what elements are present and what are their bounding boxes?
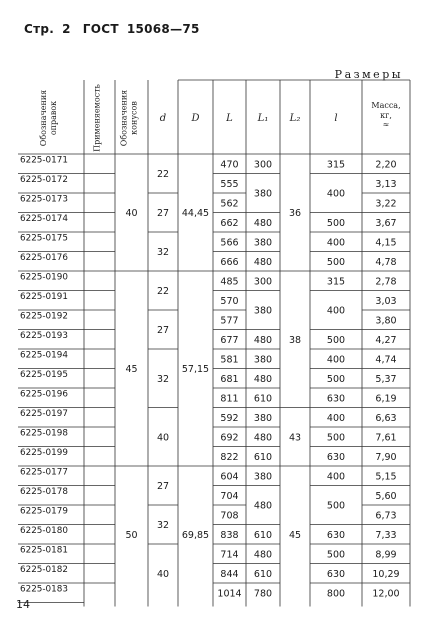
mass-cell: 7,33 [375, 529, 397, 541]
designation-cell: 6225-0198 [20, 428, 68, 439]
header-mass-unit: кг, [380, 111, 392, 120]
length-L-cell: 692 [220, 432, 239, 444]
mass-cell: 8,99 [375, 549, 397, 561]
length-L-cell: 604 [220, 471, 239, 483]
page-number-footer: 14 [16, 598, 30, 611]
mass-cell: 2,78 [375, 276, 397, 288]
length-L-cell: 708 [220, 510, 239, 522]
mass-cell: 6,63 [375, 412, 397, 424]
length-L-cell: 681 [220, 373, 239, 385]
length-L1-cell: 480 [253, 373, 273, 385]
D-span-cell: 57,15 [181, 364, 210, 375]
d-span-cell: 40 [156, 568, 170, 580]
standard-number: 15068—75 [126, 22, 200, 36]
mass-cell: 3,22 [375, 198, 397, 210]
L1-span-cell: 380 [253, 305, 273, 317]
length-L1-cell: 300 [253, 159, 273, 171]
designation-cell: 6225-0196 [20, 389, 68, 400]
mass-cell: 3,03 [375, 295, 397, 307]
length-L-cell: 844 [220, 568, 239, 580]
length-L-cell: 566 [220, 237, 239, 249]
mass-cell: 6,19 [375, 393, 397, 405]
mass-cell: 3,13 [375, 178, 397, 190]
L2-span-cell: 45 [288, 529, 302, 541]
table-grid [18, 80, 410, 600]
d-span-cell: 32 [156, 520, 170, 531]
d-span-cell: 27 [156, 208, 170, 219]
length-L1-cell: 380 [253, 237, 273, 249]
length-L1-cell: 610 [253, 568, 273, 580]
d-span-cell: 40 [156, 432, 170, 444]
mass-cell: 7,61 [375, 432, 397, 444]
length-L-cell: 570 [220, 295, 239, 307]
designation-cell: 6225-0195 [20, 369, 68, 380]
L2-span-cell: 43 [288, 432, 302, 444]
d-span-cell: 32 [156, 373, 170, 385]
length-l-cell: 630 [326, 568, 346, 580]
length-L1-cell: 610 [253, 529, 273, 541]
length-L-cell: 592 [220, 412, 239, 424]
D-span-cell: 69,85 [181, 529, 210, 541]
length-L-cell: 470 [220, 159, 239, 171]
length-L-cell: 677 [220, 334, 239, 346]
length-l-cell: 500 [326, 217, 346, 229]
length-L1-cell: 480 [253, 217, 273, 229]
page-number: 2 [62, 22, 71, 36]
gost-label: ГОСТ [82, 22, 119, 36]
length-L-cell: 838 [220, 529, 239, 541]
length-l-cell: 500 [326, 256, 346, 268]
length-l-cell: 400 [326, 412, 346, 424]
length-l-cell: 400 [326, 471, 346, 483]
designation-cell: 6225-0191 [20, 291, 68, 302]
sleeve-span-cell: 50 [125, 529, 138, 541]
length-l-cell: 315 [326, 159, 346, 171]
length-l-cell: 500 [326, 373, 346, 385]
sizes-title: Размеры [334, 68, 403, 81]
L1-span-cell: 380 [253, 188, 273, 200]
length-L-cell: 562 [220, 198, 239, 210]
header-L1: L₁ [257, 113, 269, 124]
header-mass-approx: ≈ [382, 120, 390, 129]
mass-cell: 3,80 [375, 315, 397, 327]
mass-cell: 5,60 [375, 490, 397, 502]
length-L1-cell: 780 [253, 588, 273, 600]
length-l-cell: 315 [326, 276, 346, 288]
length-L-cell: 811 [220, 393, 239, 405]
d-span-cell: 27 [156, 325, 170, 336]
header-mass: Масса, [371, 101, 401, 110]
d-span-cell: 22 [156, 169, 170, 180]
header-designation: Обозначения [39, 89, 48, 147]
D-span-cell: 44,45 [181, 208, 210, 219]
designation-cell: 6225-0177 [20, 467, 68, 478]
length-l-cell: 400 [326, 237, 346, 249]
mass-cell: 5,15 [375, 471, 397, 483]
mass-cell: 4,78 [375, 256, 397, 268]
length-l-cell: 630 [326, 393, 346, 405]
header-designation: оправок [49, 100, 58, 136]
designation-cell: 6225-0175 [20, 233, 68, 244]
length-l-cell: 500 [326, 549, 346, 561]
length-L1-cell: 380 [253, 412, 273, 424]
length-L1-cell: 480 [253, 334, 273, 346]
header-L: L [226, 113, 233, 124]
designation-cell: 6225-0172 [20, 174, 68, 185]
mass-cell: 2,20 [375, 159, 397, 171]
dimensions-table [18, 80, 410, 600]
mass-cell: 10,29 [372, 568, 400, 580]
length-L-cell: 555 [220, 178, 239, 190]
designation-cell: 6225-0192 [20, 311, 68, 322]
l-span-cell: 400 [326, 188, 346, 200]
designation-cell: 6225-0190 [20, 272, 68, 283]
length-l-cell: 500 [326, 334, 346, 346]
mass-cell: 7,90 [375, 451, 397, 463]
length-L1-cell: 300 [253, 276, 273, 288]
designation-cell: 6225-0176 [20, 252, 68, 263]
length-L1-cell: 380 [253, 471, 273, 483]
designation-cell: 6225-0180 [20, 525, 68, 536]
d-span-cell: 27 [156, 481, 170, 492]
designation-cell: 6225-0174 [20, 213, 68, 224]
designation-cell: 6225-0197 [20, 408, 68, 419]
designation-cell: 6225-0193 [20, 330, 68, 341]
sleeve-span-cell: 45 [125, 364, 138, 375]
length-l-cell: 800 [326, 588, 346, 600]
length-L-cell: 485 [220, 276, 239, 288]
length-L-cell: 822 [220, 451, 239, 463]
mass-cell: 6,73 [375, 510, 397, 522]
length-L-cell: 714 [220, 549, 239, 561]
d-span-cell: 22 [156, 286, 170, 297]
length-L-cell: 581 [220, 354, 239, 366]
designation-cell: 6225-0179 [20, 506, 68, 517]
header-sleeves: Обозначения [119, 89, 129, 147]
designation-cell: 6225-0173 [20, 194, 68, 205]
mass-cell: 3,67 [375, 217, 397, 229]
L1-span-cell: 480 [253, 500, 273, 512]
designation-cell: 6225-0182 [20, 564, 68, 575]
header-L2: L₂ [289, 113, 301, 124]
length-L-cell: 1014 [217, 588, 242, 600]
l-span-cell: 500 [326, 500, 346, 512]
header-l: l [334, 113, 338, 124]
length-L1-cell: 480 [253, 432, 273, 444]
designation-cell: 6225-0194 [20, 350, 68, 361]
l-span-cell: 400 [326, 305, 346, 317]
header-D: D [191, 113, 200, 124]
header-d: d [159, 113, 167, 124]
length-l-cell: 630 [326, 451, 346, 463]
mass-cell: 4,27 [375, 334, 397, 346]
L2-span-cell: 38 [288, 334, 302, 346]
length-L-cell: 704 [220, 490, 239, 502]
length-L1-cell: 480 [253, 549, 273, 561]
sleeve-span-cell: 40 [125, 208, 138, 219]
length-L1-cell: 380 [253, 354, 273, 366]
mass-cell: 12,00 [372, 588, 400, 600]
header-applicability: Применяемость [92, 84, 102, 152]
length-L-cell: 666 [220, 256, 239, 268]
length-L1-cell: 480 [253, 256, 273, 268]
length-l-cell: 630 [326, 529, 346, 541]
L2-span-cell: 36 [288, 208, 302, 219]
mass-cell: 4,74 [375, 354, 397, 366]
length-L-cell: 662 [220, 217, 239, 229]
designation-cell: 6225-0181 [20, 545, 68, 556]
length-L-cell: 577 [220, 315, 239, 327]
mass-cell: 4,15 [375, 237, 397, 249]
designation-cell: 6225-0178 [20, 486, 68, 497]
header-sleeves: конусов [129, 101, 139, 135]
length-L1-cell: 610 [253, 451, 273, 463]
length-l-cell: 500 [326, 432, 346, 444]
mass-cell: 5,37 [375, 373, 397, 385]
designation-cell: 6225-0183 [20, 584, 68, 595]
designation-cell: 6225-0199 [20, 447, 68, 458]
designation-cell: 6225-0171 [20, 155, 68, 166]
d-span-cell: 32 [156, 247, 170, 258]
page-label: Стр. [24, 22, 55, 36]
length-L1-cell: 610 [253, 393, 273, 405]
page-header [24, 22, 208, 36]
length-l-cell: 400 [326, 354, 346, 366]
